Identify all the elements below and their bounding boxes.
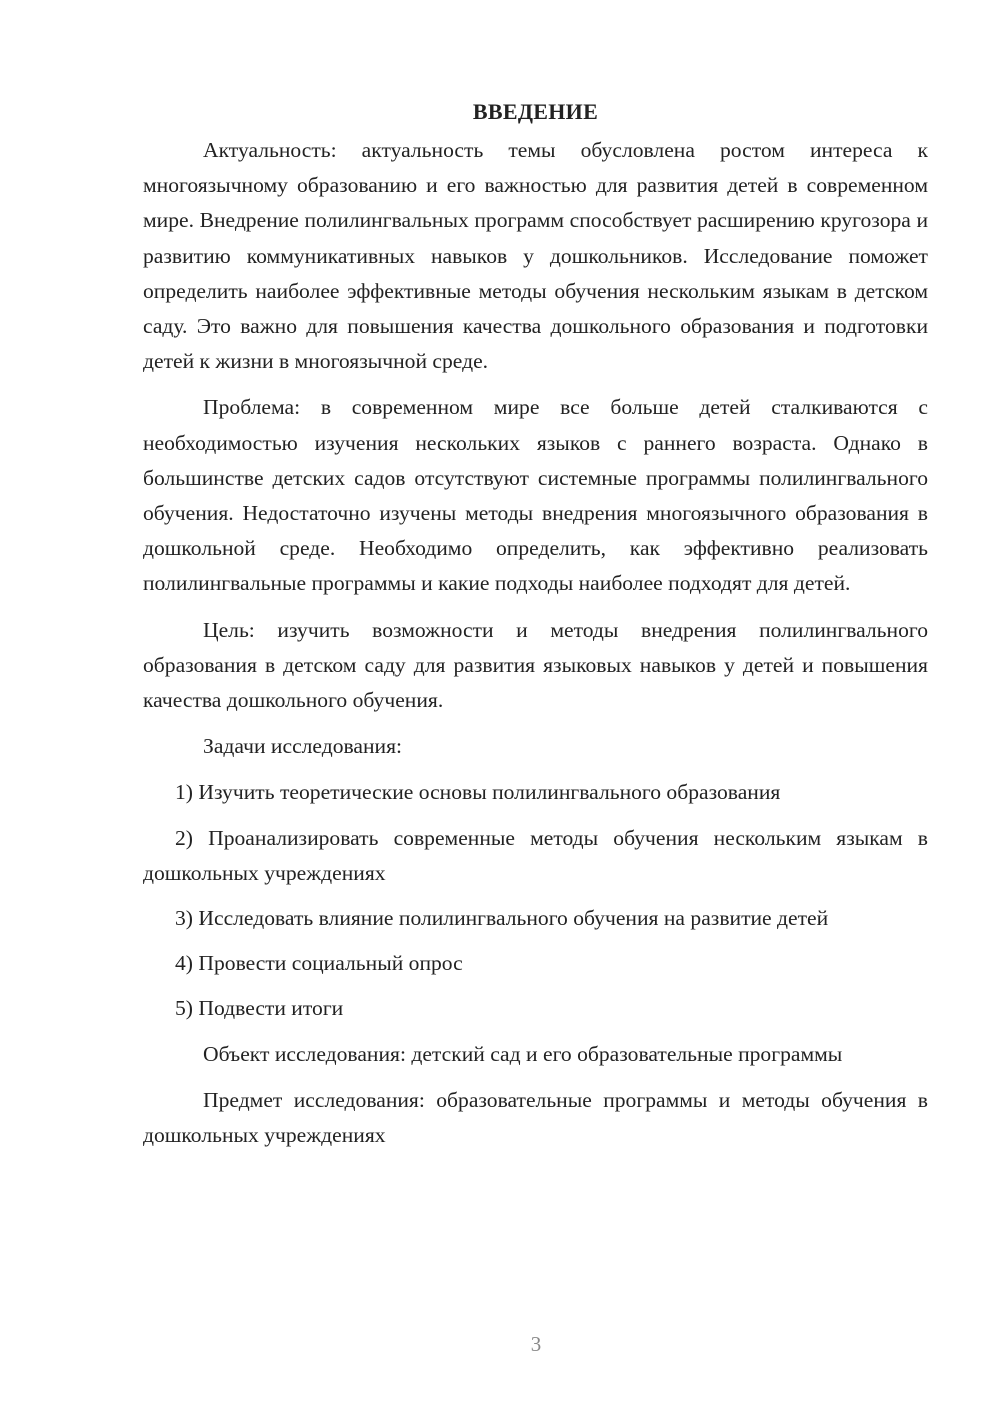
task-item: 2) Проанализировать современные методы обучения нескольким языкам в дошкольных учреждениях (143, 825, 928, 885)
task-item: 4) Провести социальный опрос (175, 951, 463, 976)
page-title: ВВЕДЕНИЕ (472, 99, 599, 124)
tasks-list (143, 775, 928, 1026)
task-item: 1) Изучить теоретические основы полилингвального образования (175, 780, 781, 805)
subject-paragraph: Предмет исследования: образовательные программы и методы обучения в дошкольных учреждениях (143, 1087, 928, 1148)
task-item: 3) Исследовать влияние полилингвального обучения на развитие детей (175, 906, 829, 931)
problem-paragraph: Проблема: в современном мире все больше детей сталкиваются с необходимостью изучения нескольких языков с раннего возраста. Однако в большинстве детских садов отсутствуют системные программы полилингвального обучения. Недостаточно изучены методы внедрения многоязычного образования в дошкольной среде. Необходимо определить, как эффективно реализовать полилингвальные программы и какие подходы наиболее подходят для детей. (143, 395, 928, 596)
tasks-heading: Задачи исследования: (203, 734, 403, 759)
task-item: 5) Подвести итоги (175, 996, 344, 1021)
page-content (143, 94, 928, 1164)
page-number: 3 (530, 1332, 542, 1356)
goal-paragraph: Цель: изучить возможности и методы внедрения полилингвального образования в детском саду для развития языковых навыков у детей и повышения качества дошкольного обучения. (143, 617, 928, 713)
relevance-paragraph: Актуальность: актуальность темы обусловлена ростом интереса к многоязычному образованию и его важностью для развития детей в современном мире. Внедрение полилингвальных программ способствует расширению кругозора и развитию коммуникативных навыков у дошкольников. Исследование поможет определить наиболее эффективные методы обучения нескольким языкам в детском саду. Это важно для повышения качества дошкольного образования и подготовки детей к жизни в многоязычной среде. (143, 138, 928, 374)
object-paragraph: Объект исследования: детский сад и его образовательные программы (203, 1041, 843, 1066)
